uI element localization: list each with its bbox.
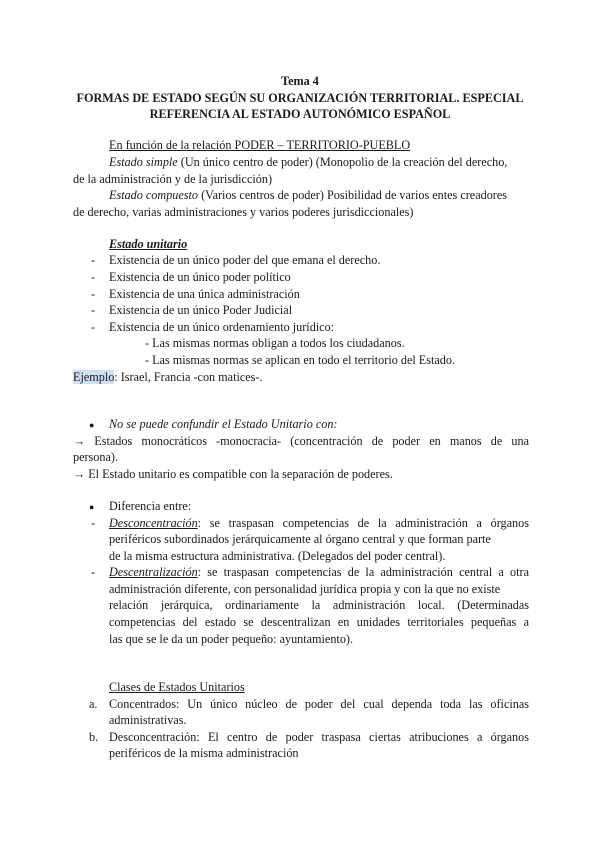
estado-unitario-title: Estado unitario	[109, 237, 188, 251]
desconcentracion-term: Desconcentración	[109, 516, 198, 530]
title-line-1: FORMAS DE ESTADO SEGÚN SU ORGANIZACIÓN TERRITORIAL. ESPECIAL	[76, 91, 524, 105]
list-dash: -	[91, 320, 96, 334]
descentralizacion-line-4-text: competencias del estado se descentralizan en unidades territoriales pequeñas a	[109, 615, 529, 629]
confundir-item-1-line-1	[73, 433, 529, 450]
arrow-icon: →	[73, 467, 86, 481]
estado-compuesto-line-2: de derecho, varias administraciones y varios poderes jurisdiccionales)	[73, 205, 414, 219]
clase-a-line-1-text: Concentrados: Un único núcleo de poder del cual dependa toda las oficinas	[109, 697, 529, 711]
sub-list-item: - Las mismas normas se aplican en todo el territorio del Estado.	[145, 353, 456, 367]
sub-list-item: - Las mismas normas obligan a todos los ciudadanos.	[145, 336, 405, 350]
list-marker-b: b.	[89, 730, 99, 744]
descentralizacion-line-3-text: relación jerárquica, ordinariamente la administración local. (Determinadas	[109, 598, 529, 612]
descentralizacion-line-5: las que se le da un poder pequeño: ayuntamiento).	[109, 632, 354, 646]
estado-unitario-heading	[73, 236, 187, 253]
descentralizacion-text: : se traspasan competencias de la administración central a otra	[197, 565, 529, 579]
list-item: Existencia de un único poder político	[109, 270, 291, 284]
title-line-2: REFERENCIA AL ESTADO AUTONÓMICO ESPAÑOL	[149, 107, 451, 121]
list-dash: -	[91, 253, 96, 267]
bullet: ●	[89, 420, 95, 430]
list-item: Existencia de una única administración	[109, 287, 300, 301]
ejemplo-text: : Israel, Francia -con matices-.	[114, 370, 263, 384]
desconcentracion-line-1	[109, 515, 529, 532]
list-item: Existencia de un único Poder Judicial	[109, 303, 293, 317]
descentralizacion-line-3	[109, 597, 529, 614]
list-item: Existencia de un único ordenamiento jurídico:	[109, 320, 335, 334]
confundir-item-1-text: Estados monocráticos -monocracia- (concentración de poder en manos de una	[85, 434, 529, 448]
estado-simple-desc: (Un único centro de poder) (Monopolio de la creación del derecho,	[177, 155, 508, 169]
list-dash: -	[91, 270, 96, 284]
estado-simple-line-2: de la administración y de la jurisdicción)	[73, 172, 272, 186]
arrow-icon: →	[73, 434, 86, 448]
list-dash: -	[91, 565, 96, 579]
estado-simple-term: Estado simple	[109, 155, 178, 169]
diferencia-title: Diferencia entre:	[109, 499, 192, 513]
confundir-title: No se puede confundir el Estado Unitario con:	[109, 417, 338, 431]
topic-number: Tema 4	[281, 74, 319, 88]
list-dash: -	[91, 303, 96, 317]
descentralizacion-term: Descentralización	[109, 565, 198, 579]
descentralizacion-line-4	[109, 614, 529, 631]
estado-compuesto-term: Estado compuesto	[109, 188, 199, 202]
desconcentracion-line-2: periféricos subordinados jerárquicamente al órgano central y que forman parte	[109, 532, 491, 546]
clase-a-line-1	[109, 696, 529, 713]
list-dash: -	[91, 287, 96, 301]
clase-b-line-1	[109, 729, 529, 746]
desconcentracion-text: : se traspasan competencias de la administración a órganos	[197, 516, 529, 530]
estado-compuesto-line-1	[109, 187, 507, 204]
confundir-item-2	[73, 466, 393, 483]
list-item: Existencia de un único poder del que emana el derecho.	[109, 253, 381, 267]
list-dash: -	[91, 516, 96, 530]
desconcentracion-line-3: de la misma estructura administrativa. (Delegados del poder central).	[109, 549, 446, 563]
clase-b-line-1-text: Desconcentración: El centro de poder traspasa ciertas atribuciones a órganos	[109, 730, 529, 744]
estado-simple-line-1	[109, 154, 507, 171]
bullet: ●	[89, 502, 95, 512]
descentralizacion-line-1	[109, 564, 529, 581]
clases-title: Clases de Estados Unitarios	[109, 680, 245, 694]
clase-b-line-2: periféricos de la misma administración	[109, 746, 299, 760]
list-marker-a: a.	[89, 697, 98, 711]
ejemplo-line	[73, 369, 263, 386]
descentralizacion-line-2: administración diferente, con personalidad jurídica propia y con la que no existe	[109, 582, 501, 596]
confundir-item-2-text: El Estado unitario es compatible con la separación de poderes.	[85, 467, 393, 481]
estado-compuesto-desc: (Varios centros de poder) Posibilidad de varios entes creadores	[198, 188, 508, 202]
relacion-subtitle: En función de la relación PODER – TERRITORIO-PUEBLO	[109, 138, 411, 152]
ejemplo-label: Ejemplo	[73, 370, 115, 384]
clase-a-line-2: administrativas.	[109, 713, 187, 727]
confundir-item-1-line-2: persona).	[73, 450, 119, 464]
